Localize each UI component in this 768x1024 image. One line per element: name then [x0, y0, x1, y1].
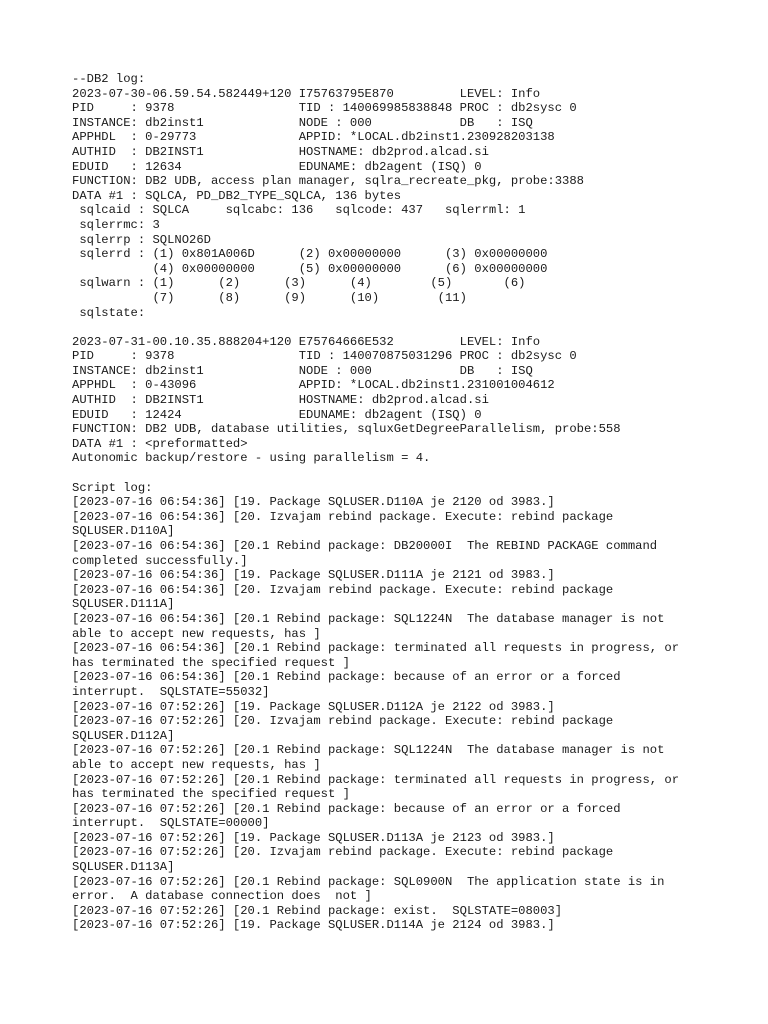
- log-line: [2023-07-16 07:52:26] [20. Izvajam rebind package. Execute: rebind package: [72, 714, 614, 729]
- log-line: [2023-07-16 07:52:26] [20.1 Rebind package: SQL1224N The database manager is not: [72, 743, 665, 758]
- log-line: [2023-07-16 06:54:36] [20.1 Rebind package: terminated all requests in progress, or: [72, 641, 680, 656]
- log-line: [2023-07-16 07:52:26] [20. Izvajam rebind package. Execute: rebind package: [72, 845, 614, 860]
- log-line: sqlerrd : (1) 0x801A006D (2) 0x00000000 (3) 0x00000000: [72, 247, 548, 262]
- log-line: sqlstate:: [72, 305, 146, 320]
- log-line: PID : 9378 TID : 140070875031296 PROC : db2sysc 0: [72, 349, 577, 364]
- log-line: SQLUSER.D113A]: [72, 860, 175, 875]
- log-line: AUTHID : DB2INST1 HOSTNAME: db2prod.alcad.si: [72, 393, 489, 408]
- log-lines: [72, 72, 712, 933]
- log-line: [2023-07-16 07:52:26] [20.1 Rebind package: exist. SQLSTATE=08003]: [72, 903, 563, 918]
- log-line: [2023-07-16 07:52:26] [20.1 Rebind package: SQL0900N The application state is in: [72, 874, 665, 889]
- log-line: [2023-07-16 06:54:36] [20. Izvajam rebind package. Execute: rebind package: [72, 509, 614, 524]
- log-line: EDUID : 12424 EDUNAME: db2agent (ISQ) 0: [72, 407, 482, 422]
- log-line: [2023-07-16 07:52:26] [20.1 Rebind package: terminated all requests in progress, or: [72, 772, 680, 787]
- log-line: [2023-07-16 07:52:26] [19. Package SQLUSER.D113A je 2123 od 3983.]: [72, 830, 555, 845]
- log-line: 2023-07-30-06.59.54.582449+120 I75763795E870 LEVEL: Info: [72, 86, 541, 101]
- log-line: sqlerrp : SQLNO26D: [72, 232, 211, 247]
- log-line: SQLUSER.D110A]: [72, 524, 175, 539]
- log-line: [2023-07-16 06:54:36] [19. Package SQLUSER.D111A je 2121 od 3983.]: [72, 568, 555, 583]
- log-line: Script log:: [72, 480, 153, 495]
- log-line: INSTANCE: db2inst1 NODE : 000 DB : ISQ: [72, 115, 533, 130]
- log-line: [72, 466, 712, 481]
- log-line: [2023-07-16 06:54:36] [20.1 Rebind package: because of an error or a forced: [72, 670, 621, 685]
- log-line: [2023-07-16 06:54:36] [20.1 Rebind package: SQL1224N The database manager is not: [72, 611, 665, 626]
- log-line: 2023-07-31-00.10.35.888204+120 E75764666E532 LEVEL: Info: [72, 334, 541, 349]
- log-line: SQLUSER.D111A]: [72, 597, 175, 612]
- log-line: has terminated the specified request ]: [72, 655, 350, 670]
- log-line: EDUID : 12634 EDUNAME: db2agent (ISQ) 0: [72, 159, 482, 174]
- log-line: completed successfully.]: [72, 553, 248, 568]
- log-line: [72, 320, 712, 335]
- log-line: interrupt. SQLSTATE=00000]: [72, 816, 270, 831]
- log-line: has terminated the specified request ]: [72, 787, 350, 802]
- log-line: SQLUSER.D112A]: [72, 728, 175, 743]
- log-line: [2023-07-16 07:52:26] [19. Package SQLUSER.D114A je 2124 od 3983.]: [72, 918, 555, 933]
- log-line: interrupt. SQLSTATE=55032]: [72, 684, 270, 699]
- log-line: AUTHID : DB2INST1 HOSTNAME: db2prod.alcad.si: [72, 144, 489, 159]
- log-line: [2023-07-16 07:52:26] [19. Package SQLUSER.D112A je 2122 od 3983.]: [72, 699, 555, 714]
- log-line: [2023-07-16 06:54:36] [20.1 Rebind package: DB20000I The REBIND PACKAGE command: [72, 539, 658, 553]
- log-document: [72, 72, 712, 933]
- log-line: sqlwarn : (1) (2) (3) (4) (5) (6): [72, 276, 526, 291]
- log-line: [2023-07-16 06:54:36] [19. Package SQLUSER.D110A je 2120 od 3983.]: [72, 495, 555, 510]
- log-line: (4) 0x00000000 (5) 0x00000000 (6) 0x00000000: [72, 261, 548, 276]
- log-line: (7) (8) (9) (10) (11): [72, 290, 467, 305]
- log-line: --DB2 log:: [72, 72, 146, 86]
- log-line: INSTANCE: db2inst1 NODE : 000 DB : ISQ: [72, 363, 533, 378]
- log-line: able to accept new requests, has ]: [72, 757, 321, 772]
- log-line: [2023-07-16 06:54:36] [20. Izvajam rebind package. Execute: rebind package: [72, 582, 614, 597]
- log-line: error. A database connection does not ]: [72, 889, 372, 904]
- log-line: PID : 9378 TID : 140069985838848 PROC : db2sysc 0: [72, 101, 577, 116]
- log-line: sqlerrmc: 3: [72, 217, 160, 232]
- log-line: APPHDL : 0-29773 APPID: *LOCAL.db2inst1.230928203138: [72, 130, 555, 145]
- log-line: DATA #1 : SQLCA, PD_DB2_TYPE_SQLCA, 136 bytes: [72, 188, 402, 203]
- log-line: FUNCTION: DB2 UDB, access plan manager, sqlra_recreate_pkg, probe:3388: [72, 174, 584, 189]
- log-line: DATA #1 : <preformatted>: [72, 436, 248, 451]
- log-line: [2023-07-16 07:52:26] [20.1 Rebind package: because of an error or a forced: [72, 801, 621, 816]
- log-line: Autonomic backup/restore - using parallelism = 4.: [72, 451, 431, 466]
- log-line: able to accept new requests, has ]: [72, 626, 321, 641]
- log-line: FUNCTION: DB2 UDB, database utilities, sqluxGetDegreeParallelism, probe:558: [72, 422, 621, 437]
- log-line: sqlcaid : SQLCA sqlcabc: 136 sqlcode: 437 sqlerrml: 1: [72, 203, 526, 218]
- log-line: APPHDL : 0-43096 APPID: *LOCAL.db2inst1.231001004612: [72, 378, 555, 393]
